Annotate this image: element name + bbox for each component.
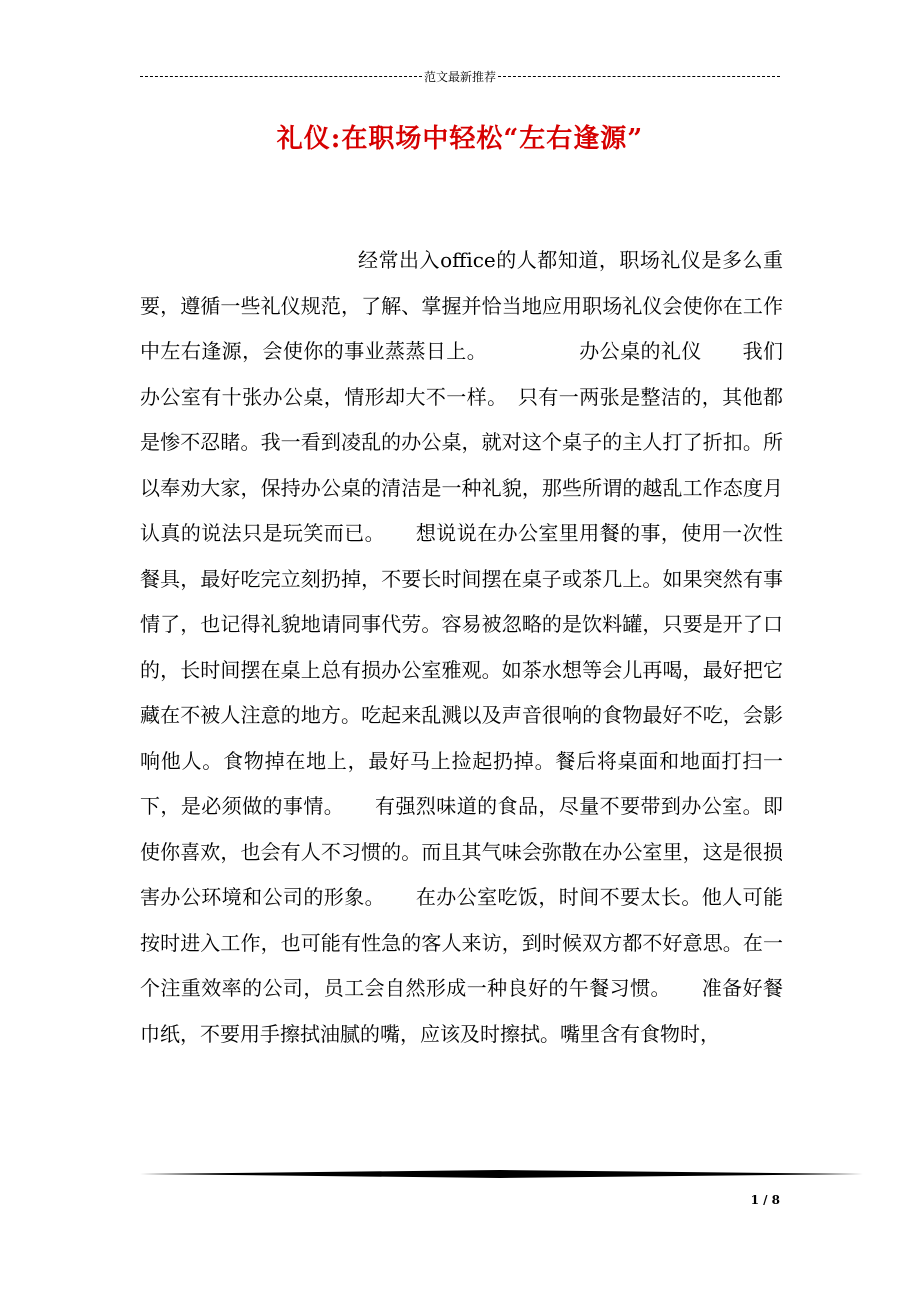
- footer-rule: [140, 1170, 863, 1178]
- header-dash-right: [498, 76, 780, 77]
- page-header: [140, 68, 780, 84]
- document-body: 经常出入office的人都知道，职场礼仪是多么重要，遵循一些礼仪规范，了解、掌握并恰当地应用职场礼仪会使你在工作中左右逢源，会使你的事业蒸蒸日上。 办公桌的礼仪 我们办公室有十张办公桌，情形却大不一样。 只有一两张是整洁的，其他都是惨不忍睹。我一看到凌乱的办公桌，就对这个桌子的主人打了折扣。所以奉劝大家，保持办公桌的清洁是一种礼貌，那些所谓的越乱工作态度月认真的说法只是玩笑而已。 想说说在办公室里用餐的事，使用一次性餐具，最好吃完立刻扔掉，不要长时间摆在桌子或茶几上。如果突然有事情了，也记得礼貌地请同事代劳。容易被忽略的是饮料罐，只要是开了口的，长时间摆在桌上总有损办公室雅观。如茶水想等会儿再喝，最好把它藏在不被人注意的地方。吃起来乱溅以及声音很响的食物最好不吃，会影响他人。食物掉在地上，最好马上捡起扔掉。餐后将桌面和地面打扫一下，是必须做的事情。 有强烈味道的食品，尽量不要带到办公室。即使你喜欢，也会有人不习惯的。而且其气味会弥散在办公室里，这是很损害办公环境和公司的形象。 在办公室吃饭，时间不要太长。他人可能按时进入工作，也可能有性急的客人来访，到时候双方都不好意思。在一个注重效率的公司，员工会自然形成一种良好的午餐习惯。 准备好餐巾纸，不要用手擦拭油腻的嘴，应该及时擦拭。嘴里含有食物时，: [140, 248, 783, 1046]
- document-title: 礼仪:在职场中轻松“左右逢源”: [276, 124, 644, 154]
- header-dash-left: [140, 76, 422, 77]
- header-label: 范文最新推荐: [424, 69, 497, 84]
- page-number: 1 / 8: [750, 1193, 780, 1207]
